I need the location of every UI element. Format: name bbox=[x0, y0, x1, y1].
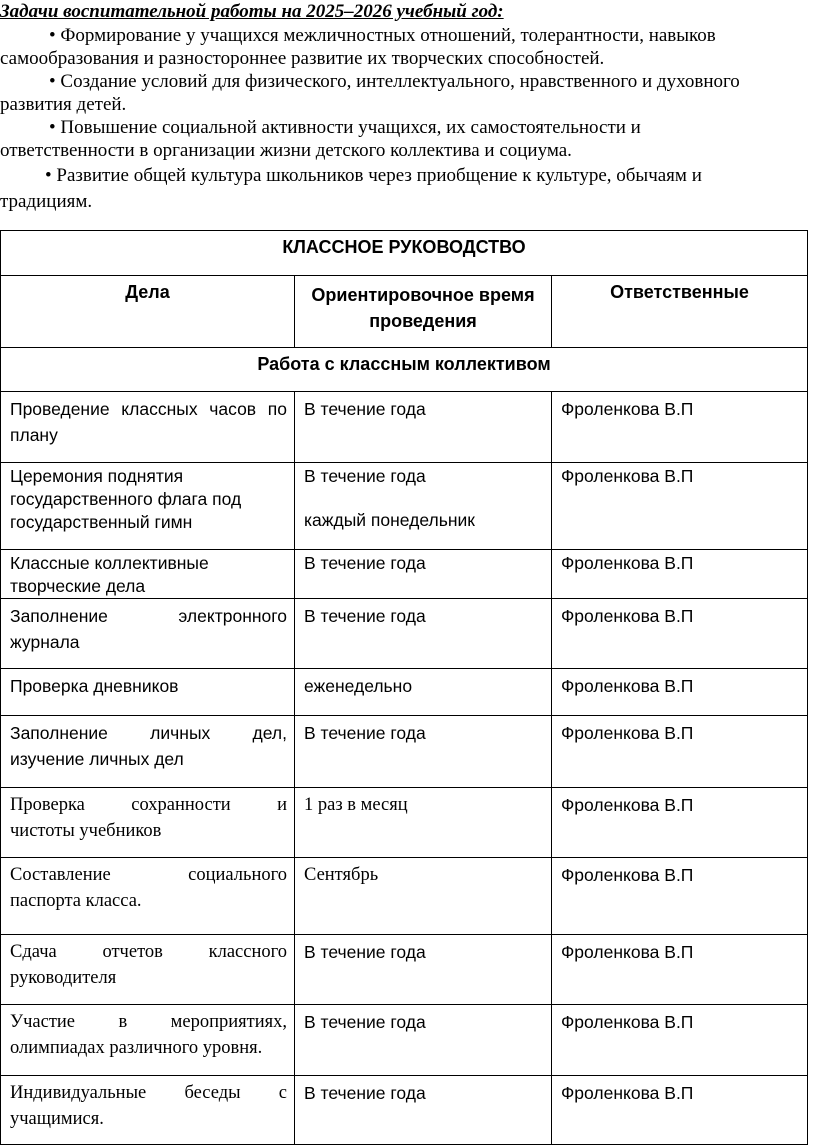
deed-line-2: олимпиадах различного уровня. bbox=[10, 1038, 263, 1058]
responsible-cell: Фроленкова В.П bbox=[552, 463, 808, 550]
deed-line-1: Участие в мероприятиях, bbox=[10, 1012, 287, 1032]
responsible-cell: Фроленкова В.П bbox=[552, 935, 808, 1005]
tasks-title: Задачи воспитательной работы на 2025–2026 учебный год: bbox=[0, 1, 504, 22]
deed-cell bbox=[1, 788, 295, 858]
time-line-2: каждый понедельник bbox=[304, 510, 475, 530]
deed-cell bbox=[1, 716, 295, 788]
time-cell: 1 раз в месяц bbox=[295, 788, 552, 858]
time-cell: В течение года bbox=[295, 392, 552, 463]
table-title-row bbox=[1, 231, 808, 276]
deed-cell bbox=[1, 599, 295, 669]
deed-line-2: чистоты учебников bbox=[10, 821, 162, 841]
deed-line-3: государственный гимн bbox=[10, 512, 193, 532]
time-cell: Сентябрь bbox=[295, 858, 552, 935]
deed-line-1: Сдача отчетов классного bbox=[10, 942, 287, 962]
task-4-line-1: • Развитие общей культура школьников через приобщение к культуре, обычаям и bbox=[45, 165, 702, 186]
deed-line-1: Церемония поднятия bbox=[10, 466, 184, 486]
deed-line-2: журнала bbox=[10, 632, 80, 652]
deed-line-1: Составление социального bbox=[10, 865, 287, 885]
responsible-cell: Фроленкова В.П bbox=[552, 716, 808, 788]
task-3-line-1: • Повышение социальной активности учащихся, их самостоятельности и bbox=[49, 117, 641, 138]
table-row bbox=[1, 550, 808, 599]
deed-line-2: плану bbox=[10, 425, 58, 445]
deed-cell: Проверка дневников bbox=[1, 669, 295, 716]
deed-cell bbox=[1, 1005, 295, 1076]
time-cell: В течение года bbox=[295, 599, 552, 669]
time-cell: В течение года bbox=[295, 1076, 552, 1145]
deed-line-1: Проверка сохранности и bbox=[10, 795, 287, 815]
deed-cell bbox=[1, 1076, 295, 1145]
deed-line-2: руководителя bbox=[10, 968, 117, 988]
deed-line-2: учащимися. bbox=[10, 1109, 104, 1129]
deed-line-1: Заполнение электронного bbox=[10, 606, 287, 626]
responsible-cell: Фроленкова В.П bbox=[552, 1005, 808, 1076]
task-1-line-2: самообразования и разностороннее развитие их творческих способностей. bbox=[0, 48, 605, 69]
table-header-row bbox=[1, 276, 808, 348]
class-management-table bbox=[0, 230, 808, 1145]
deed-line-1: Заполнение личных дел, bbox=[10, 723, 287, 743]
header-time-line-2: проведения bbox=[369, 311, 477, 331]
deed-cell bbox=[1, 550, 295, 599]
table-row bbox=[1, 858, 808, 935]
table-row bbox=[1, 935, 808, 1005]
responsible-cell: Фроленкова В.П bbox=[552, 392, 808, 463]
header-responsible: Ответственные bbox=[552, 276, 808, 348]
deed-line-2: государственного флага под bbox=[10, 489, 242, 509]
section-row bbox=[1, 348, 808, 392]
header-deeds: Дела bbox=[1, 276, 295, 348]
table-title: КЛАССНОЕ РУКОВОДСТВО bbox=[1, 231, 808, 276]
responsible-cell: Фроленкова В.П bbox=[552, 599, 808, 669]
deed-line-2: творческие дела bbox=[10, 576, 146, 596]
deed-cell bbox=[1, 935, 295, 1005]
time-cell: еженедельно bbox=[295, 669, 552, 716]
deed-cell bbox=[1, 392, 295, 463]
deed-cell bbox=[1, 858, 295, 935]
responsible-cell: Фроленкова В.П bbox=[552, 1076, 808, 1145]
table-row bbox=[1, 1005, 808, 1076]
table-row bbox=[1, 599, 808, 669]
table-row bbox=[1, 392, 808, 463]
table-row bbox=[1, 1076, 808, 1145]
time-cell bbox=[295, 463, 552, 550]
header-time bbox=[295, 276, 552, 348]
time-cell: В течение года bbox=[295, 716, 552, 788]
task-3-line-2: ответственности в организации жизни детского коллектива и социума. bbox=[0, 140, 572, 161]
time-line-1: В течение года bbox=[304, 466, 426, 486]
task-1-line-1: • Формирование у учащихся межличностных отношений, толерантности, навыков bbox=[49, 25, 716, 46]
task-4-line-2: традициям. bbox=[0, 191, 93, 212]
time-cell: В течение года bbox=[295, 935, 552, 1005]
deed-line-1: Проведение классных часов по bbox=[10, 399, 287, 419]
table-row bbox=[1, 788, 808, 858]
responsible-cell: Фроленкова В.П bbox=[552, 550, 808, 599]
responsible-cell: Фроленкова В.П bbox=[552, 669, 808, 716]
table-row bbox=[1, 669, 808, 716]
time-cell: В течение года bbox=[295, 550, 552, 599]
deed-line-2: изучение личных дел bbox=[10, 749, 184, 769]
deed-line-1: Индивидуальные беседы с bbox=[10, 1083, 287, 1103]
header-time-line-1: Ориентировочное время bbox=[311, 285, 535, 305]
table-row bbox=[1, 463, 808, 550]
section-title: Работа с классным коллективом bbox=[1, 348, 808, 392]
table-row bbox=[1, 716, 808, 788]
task-2-line-2: развития детей. bbox=[0, 94, 127, 115]
deed-line-1: Классные коллективные bbox=[10, 553, 209, 573]
deed-line-2: паспорта класса. bbox=[10, 891, 142, 911]
time-cell: В течение года bbox=[295, 1005, 552, 1076]
responsible-cell: Фроленкова В.П bbox=[552, 858, 808, 935]
task-2-line-1: • Создание условий для физического, интеллектуального, нравственного и духовного bbox=[49, 71, 740, 92]
deed-cell bbox=[1, 463, 295, 550]
responsible-cell: Фроленкова В.П bbox=[552, 788, 808, 858]
